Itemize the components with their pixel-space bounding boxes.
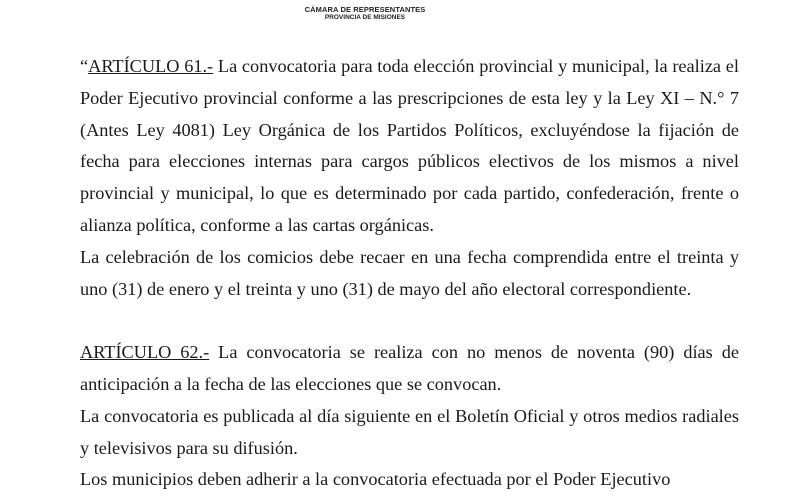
article-62-title: ARTÍCULO 62.- [80, 342, 210, 363]
chamber-heading [0, 6, 730, 21]
document-body [80, 51, 739, 496]
article-61-paragraph [80, 51, 739, 242]
article-61-text: La convocatoria para toda elección provincial y municipal, la realiza el Poder Ejecutivo provincial conforme a las prescripciones de esta ley y la Ley XI – N.° 7 (Antes Ley 4081) Ley Orgánica de los Partidos Políticos, excluyéndose la fijación de fecha para elecciones internas para cargos públicos electivos de los mismos a nivel provincial y municipal, lo que es determinado por cada partido, confederación, frente o alianza política, conforme a las cartas orgánicas. [80, 56, 739, 235]
coat-of-arms-seal-icon [82, 0, 134, 2]
paragraph-gap [80, 305, 739, 337]
chamber-name: CÁMARA DE REPRESENTANTES [304, 5, 426, 14]
article-62-paragraph-2: La convocatoria es publicada al día siguiente en el Boletín Oficial y otros medios radiales y televisivos para su difusión. [80, 405, 739, 458]
article-61-title: ARTÍCULO 61.- [88, 56, 214, 76]
province-name: PROVINCIA DE MISIONES [324, 13, 406, 21]
article-62-paragraph-3: Los municipios deben adherir a la convocatoria efectuada por el Poder Ejecutivo [80, 469, 671, 490]
article-61-paragraph-2: La celebración de los comicios debe recaer en una fecha comprendida entre el treinta y uno (31) de enero y el treinta y uno (31) de mayo del año electoral correspondiente. [80, 246, 739, 299]
page-header [0, 0, 787, 28]
article-62-paragraph [80, 337, 739, 401]
article-62-text: La convocatoria se realiza con no menos de noventa (90) días de anticipación a la fecha de las elecciones que se convocan. [80, 342, 739, 394]
opening-quote: “ [80, 56, 89, 76]
